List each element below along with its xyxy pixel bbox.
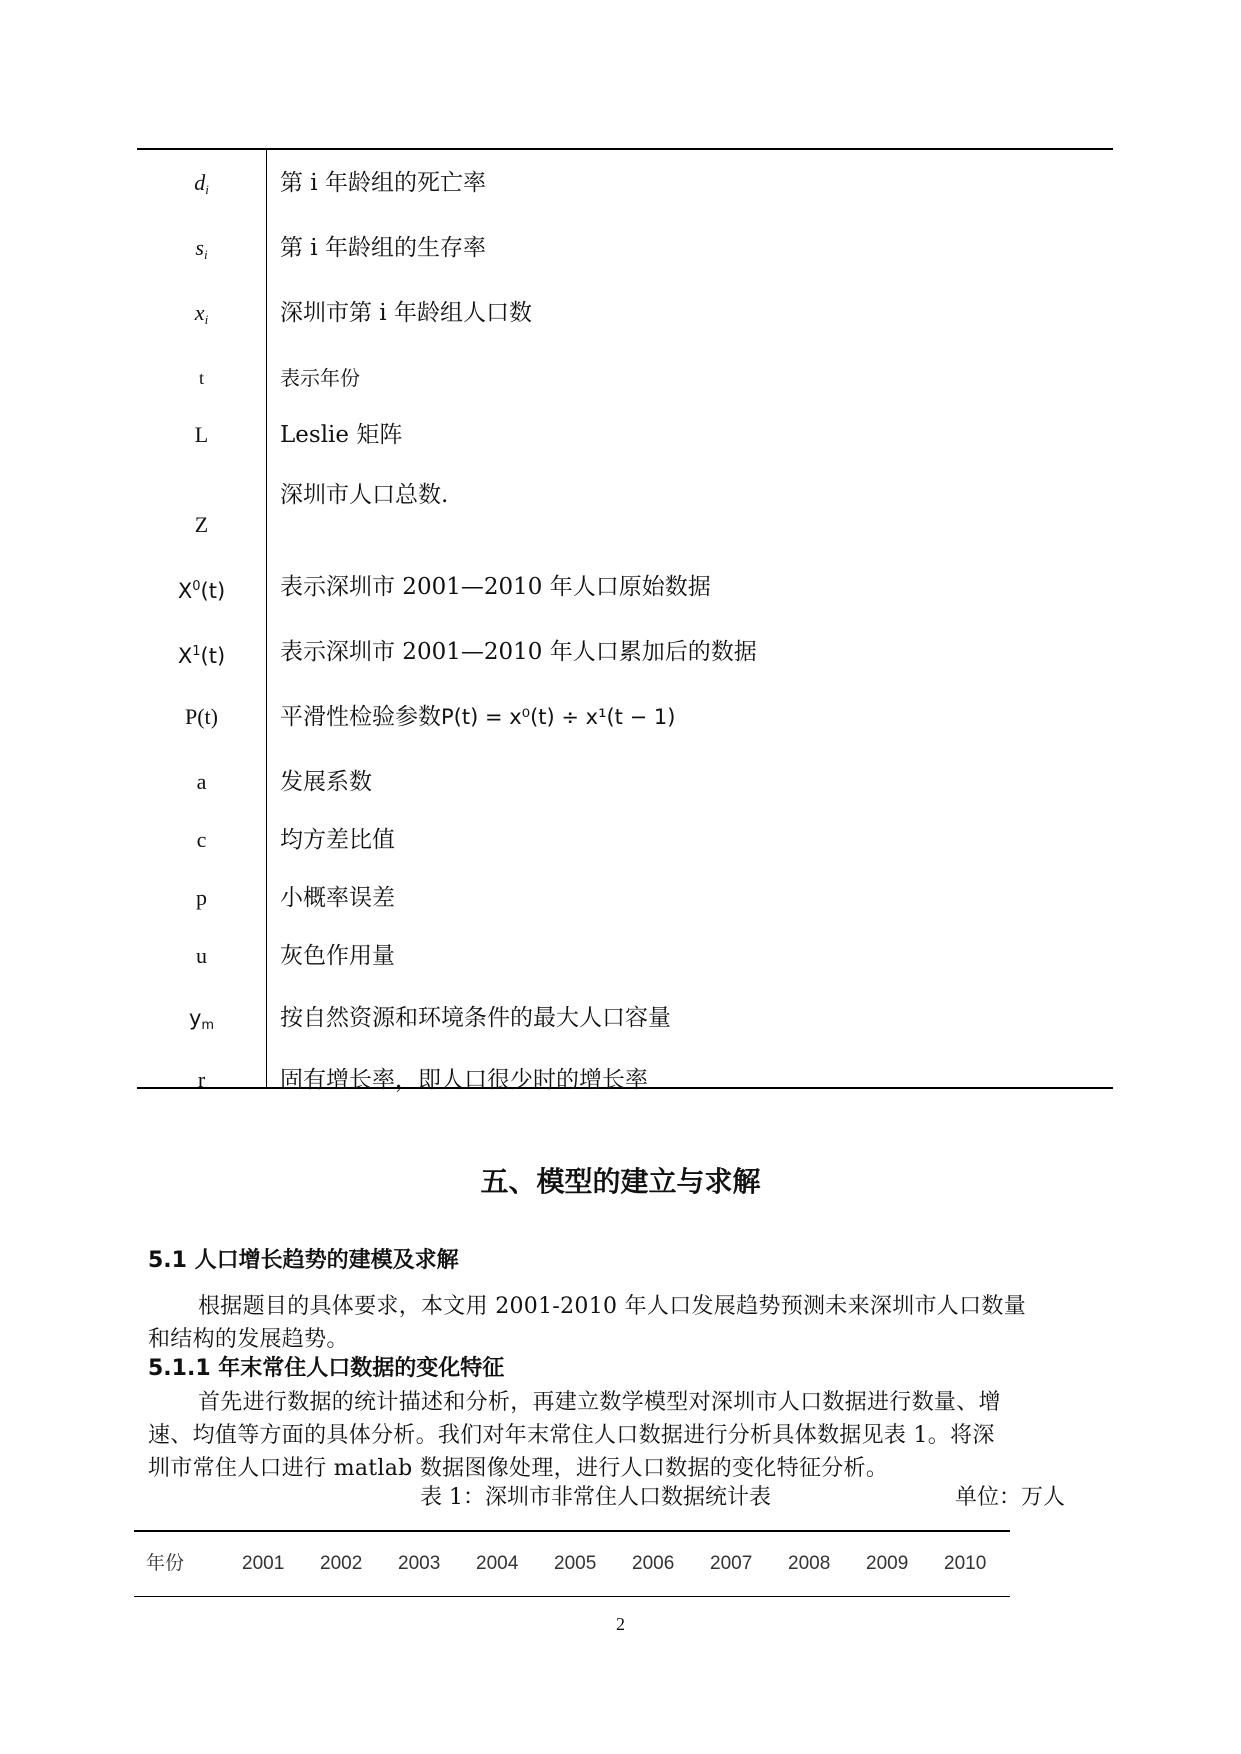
smoothness-formula: P(t) = x⁰(t) ÷ x¹(t − 1) (441, 705, 676, 729)
symbol-row (137, 288, 1113, 338)
description-cell: 发展系数 (280, 769, 372, 795)
symbol-cell: c (196, 827, 207, 852)
symbol-row (137, 223, 1113, 273)
symbol-cell: $X^1(t)$ (177, 644, 226, 668)
description-cell: 表示年份 (280, 366, 360, 390)
paragraph (148, 1386, 1098, 1485)
section-title: 五、模型的建立与求解 (480, 1165, 761, 1198)
symbol-cell: t (198, 368, 204, 388)
year-header: 2005 (554, 1553, 597, 1574)
paragraph-line: 速、均值等方面的具体分析。我们对年末常住人口数据进行分析具体数据见表 1。将深 (148, 1423, 995, 1448)
year-header: 2006 (632, 1553, 675, 1574)
year-header: 2004 (476, 1553, 519, 1574)
description-cell: 深圳市人口总数. (280, 482, 449, 508)
description-cell: 均方差比值 (280, 827, 395, 853)
symbol-cell: P(t) (185, 704, 218, 729)
symbol-row (137, 158, 1113, 208)
table-header-label: 年份 (146, 1553, 185, 1574)
paragraph-line: 根据题目的具体要求，本文用 2001-2010 年人口发展趋势预测未来深圳市人口数量 (198, 1294, 1026, 1319)
table-caption: 表 1：深圳市非常住人口数据统计表 (420, 1485, 771, 1510)
description-cell: 第 i 年龄组的死亡率 (280, 170, 486, 196)
symbol-cell: $s_i$ (195, 235, 208, 262)
symbol-row (137, 353, 1113, 403)
symbol-row (137, 873, 1113, 923)
symbol-cell: a (196, 769, 207, 794)
description-cell: 第 i 年龄组的生存率 (280, 235, 486, 261)
table-unit: 单位：万人 (955, 1485, 1066, 1510)
paragraph-line: 和结构的发展趋势。 (148, 1327, 349, 1352)
symbol-row (137, 757, 1113, 807)
description-cell: 深圳市第 i 年龄组人口数 (280, 300, 532, 326)
symbol-cell: L (194, 422, 209, 447)
symbol-cell: $y_m$ (188, 1006, 215, 1033)
year-header: 2009 (866, 1553, 909, 1574)
year-header: 2001 (242, 1553, 285, 1574)
year-header: 2007 (710, 1553, 753, 1574)
year-header: 2003 (398, 1553, 441, 1574)
year-header: 2002 (320, 1553, 363, 1574)
symbol-table (137, 148, 1113, 1093)
symbol-cell: $d_i$ (194, 170, 209, 197)
description-cell: 小概率误差 (280, 885, 395, 911)
symbol-row (137, 470, 1113, 550)
symbol-row (137, 931, 1113, 981)
description-cell: 灰色作用量 (280, 943, 395, 969)
symbol-row (137, 692, 1113, 742)
symbol-cell: p (196, 885, 207, 910)
symbol-cell: $x_i$ (194, 300, 209, 327)
description-cell: 平滑性检验参数P(t) = x⁰(t) ÷ x¹(t − 1) (280, 704, 676, 730)
subsection-heading: 5.1.1 年末常住人口数据的变化特征 (148, 1356, 505, 1381)
year-header: 2008 (788, 1553, 831, 1574)
symbol-cell: r (197, 1067, 206, 1092)
symbol-row (137, 815, 1113, 865)
description-cell: 按自然资源和环境条件的最大人口容量 (280, 1005, 671, 1031)
symbol-cell: u (196, 943, 207, 968)
paragraph-line: 圳市常住人口进行 matlab 数据图像处理，进行人口数据的变化特征分析。 (148, 1456, 889, 1481)
description-cell: Leslie 矩阵 (280, 422, 403, 448)
paragraph (148, 1290, 1098, 1356)
year-header: 2010 (944, 1553, 987, 1574)
population-table (134, 1530, 1010, 1597)
paragraph-line: 首先进行数据的统计描述和分析，再建立数学模型对深圳市人口数据进行数量、增 (198, 1390, 1001, 1415)
symbol-cell: $X^0(t)$ (177, 579, 226, 603)
symbol-row (137, 627, 1113, 677)
symbol-row (137, 1055, 1113, 1105)
subsection-heading: 5.1 人口增长趋势的建模及求解 (148, 1248, 459, 1273)
description-cell: 固有增长率，即人口很少时的增长率 (280, 1067, 648, 1093)
description-cell: 表示深圳市 2001—2010 年人口原始数据 (280, 574, 711, 600)
symbol-row (137, 562, 1113, 612)
symbol-row (137, 410, 1113, 460)
symbol-row (137, 993, 1113, 1043)
symbol-cell: Z (194, 512, 209, 537)
page-number: 2 (616, 1614, 625, 1634)
description-cell: 表示深圳市 2001—2010 年人口累加后的数据 (280, 639, 757, 665)
